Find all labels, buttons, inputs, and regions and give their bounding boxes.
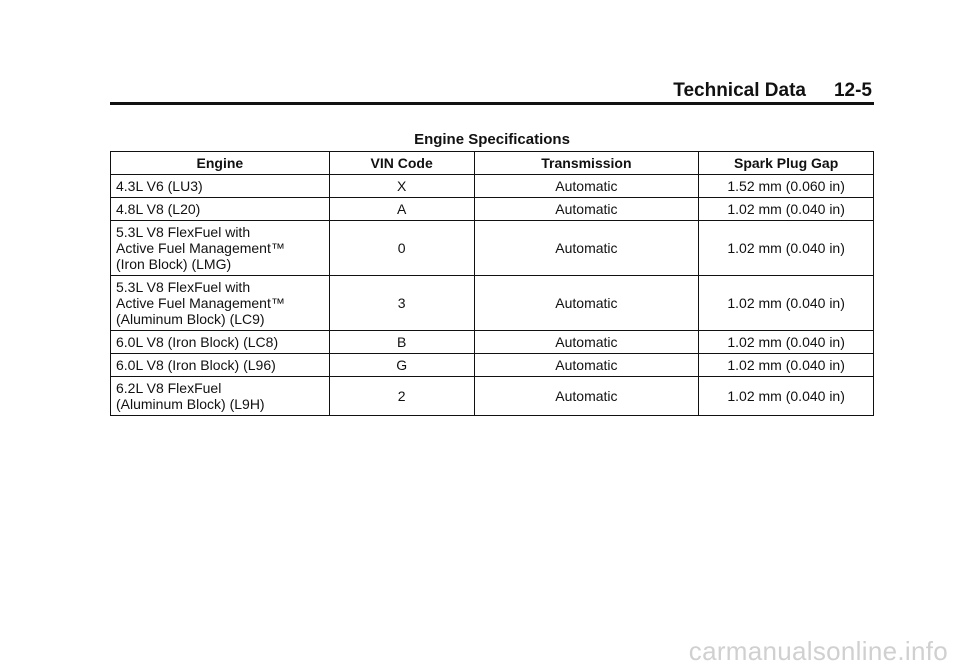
table-row <box>111 354 874 377</box>
page-number: 12-5 <box>833 80 872 101</box>
transmission-cell: Automatic <box>474 331 699 354</box>
vin-code-cell: 3 <box>329 276 474 331</box>
table-row <box>111 221 874 276</box>
table-row <box>111 198 874 221</box>
transmission-cell: Automatic <box>474 276 699 331</box>
column-header-spark-plug-gap: Spark Plug Gap <box>699 152 874 175</box>
table-row <box>111 276 874 331</box>
transmission-cell: Automatic <box>474 354 699 377</box>
vin-code-cell: B <box>329 331 474 354</box>
engine-cell: 5.3L V8 FlexFuel with Active Fuel Management™ (Iron Block) (LMG) <box>111 221 330 276</box>
vin-code-cell: A <box>329 198 474 221</box>
column-header-engine: Engine <box>111 152 330 175</box>
spark-plug-gap-cell: 1.02 mm (0.040 in) <box>699 354 874 377</box>
transmission-cell: Automatic <box>474 377 699 416</box>
table-title: Engine Specifications <box>414 131 570 148</box>
spark-plug-gap-cell: 1.02 mm (0.040 in) <box>699 331 874 354</box>
column-header-vin-code: VIN Code <box>329 152 474 175</box>
engine-cell: 6.2L V8 FlexFuel (Aluminum Block) (L9H) <box>111 377 330 416</box>
spark-plug-gap-cell: 1.02 mm (0.040 in) <box>699 276 874 331</box>
table-row <box>111 175 874 198</box>
engine-cell: 5.3L V8 FlexFuel with Active Fuel Management™ (Aluminum Block) (LC9) <box>111 276 330 331</box>
spark-plug-gap-cell: 1.02 mm (0.040 in) <box>699 221 874 276</box>
engine-cell: 4.8L V8 (L20) <box>111 198 330 221</box>
spark-plug-gap-cell: 1.02 mm (0.040 in) <box>699 377 874 416</box>
watermark: carmanualsonline.info <box>688 636 948 666</box>
spark-plug-gap-cell: 1.02 mm (0.040 in) <box>699 198 874 221</box>
table-header-row <box>111 152 874 175</box>
table-row <box>111 377 874 416</box>
engine-cell: 4.3L V6 (LU3) <box>111 175 330 198</box>
vin-code-cell: 2 <box>329 377 474 416</box>
engine-cell: 6.0L V8 (Iron Block) (LC8) <box>111 331 330 354</box>
column-header-transmission: Transmission <box>474 152 699 175</box>
header-divider <box>110 102 874 105</box>
spark-plug-gap-cell: 1.52 mm (0.060 in) <box>699 175 874 198</box>
engine-specifications-table <box>110 151 874 416</box>
section-title: Technical Data <box>673 80 806 101</box>
vin-code-cell: 0 <box>329 221 474 276</box>
vin-code-cell: G <box>329 354 474 377</box>
engine-cell: 6.0L V8 (Iron Block) (L96) <box>111 354 330 377</box>
page-header <box>110 80 872 102</box>
transmission-cell: Automatic <box>474 175 699 198</box>
transmission-cell: Automatic <box>474 198 699 221</box>
transmission-cell: Automatic <box>474 221 699 276</box>
vin-code-cell: X <box>329 175 474 198</box>
table-row <box>111 331 874 354</box>
